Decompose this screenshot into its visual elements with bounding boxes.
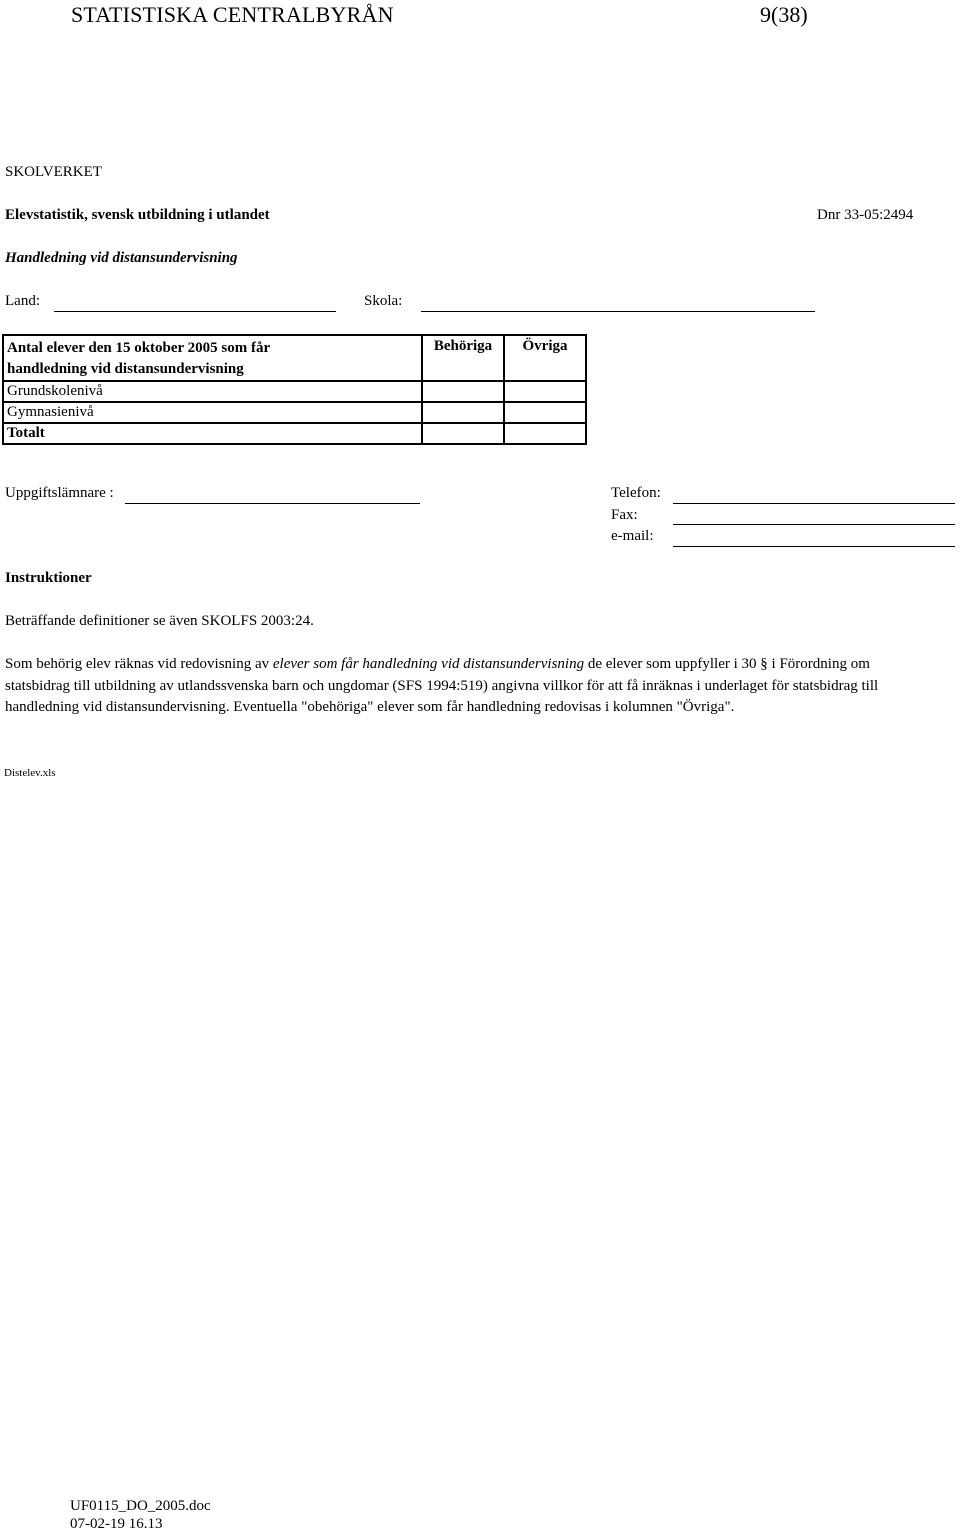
cell-totalt-behoriga[interactable]: [422, 423, 504, 444]
footer-date: 07-02-19 16.13: [70, 1516, 163, 1532]
cell-grundskoleniva-ovriga[interactable]: [504, 381, 586, 402]
organization-name: SKOLVERKET: [5, 164, 102, 180]
student-count-table: [2, 334, 587, 445]
fax-field[interactable]: [673, 524, 955, 525]
page-header-title: STATISTISKA CENTRALBYRÅN: [71, 2, 394, 27]
page-number: 9(38): [760, 2, 808, 27]
instructions-text-italic: elever som får handledning vid distansundervisning: [272, 656, 585, 672]
telefon-label: Telefon:: [611, 485, 661, 501]
cell-totalt-ovriga[interactable]: [504, 423, 586, 444]
dnr-number: Dnr 33-05:2494: [817, 207, 914, 223]
instructions-text-rest: de elever som uppfyller i 30 § i Förordning om statsbidrag till utbildning av utlandssvenska barn och ungdomar (SFS 1994:519) angivna villkor för att få inräknas i underlaget för statsbidrag till handledning vid distansundervisning. Eventuella "obehöriga" elever som får handledning redovisas i kolumnen "Övriga".: [5, 656, 879, 715]
uppgiftslamnare-label: Uppgiftslämnare :: [5, 485, 114, 501]
row-label-totalt: Totalt: [3, 423, 422, 444]
cell-gymnasieniva-ovriga[interactable]: [504, 402, 586, 423]
instructions-paragraph: [5, 654, 925, 719]
table-row: [3, 402, 586, 423]
skola-label: Skola:: [364, 293, 403, 309]
form-subject: Elevstatistik, svensk utbildning i utlandet: [5, 207, 270, 223]
land-label: Land:: [5, 293, 40, 309]
row-label-gymnasieniva: Gymnasienivå: [3, 402, 422, 423]
table-header-cell: [3, 335, 422, 381]
telefon-field[interactable]: [673, 503, 955, 504]
row-label-grundskoleniva: Grundskolenivå: [3, 381, 422, 402]
table-header-row: [3, 335, 586, 381]
fax-label: Fax:: [611, 507, 638, 523]
uppgiftslamnare-field[interactable]: [125, 503, 420, 504]
cell-grundskoleniva-behoriga[interactable]: [422, 381, 504, 402]
table-header-line1: Antal elever den 15 oktober 2005 som får: [7, 340, 271, 356]
table-header-line2: handledning vid distansundervisning: [7, 361, 244, 377]
form-section-title: Handledning vid distansundervisning: [5, 250, 238, 266]
col-behoriga-header: Behöriga: [422, 335, 504, 381]
table-row: [3, 381, 586, 402]
land-field[interactable]: [54, 311, 336, 312]
file-reference: Distelev.xls: [4, 767, 56, 779]
skola-field[interactable]: [421, 311, 815, 312]
definitions-reference: Beträffande definitioner se även SKOLFS 2003:24.: [5, 613, 314, 629]
email-label: e-mail:: [611, 528, 654, 544]
cell-gymnasieniva-behoriga[interactable]: [422, 402, 504, 423]
table-row: [3, 423, 586, 444]
instructions-text-start: Som behörig elev räknas vid redovisning av: [5, 656, 273, 672]
instructions-heading: Instruktioner: [5, 570, 92, 586]
col-ovriga-header: Övriga: [504, 335, 586, 381]
footer-document-name: UF0115_DO_2005.doc: [70, 1498, 211, 1514]
email-field[interactable]: [673, 546, 955, 547]
